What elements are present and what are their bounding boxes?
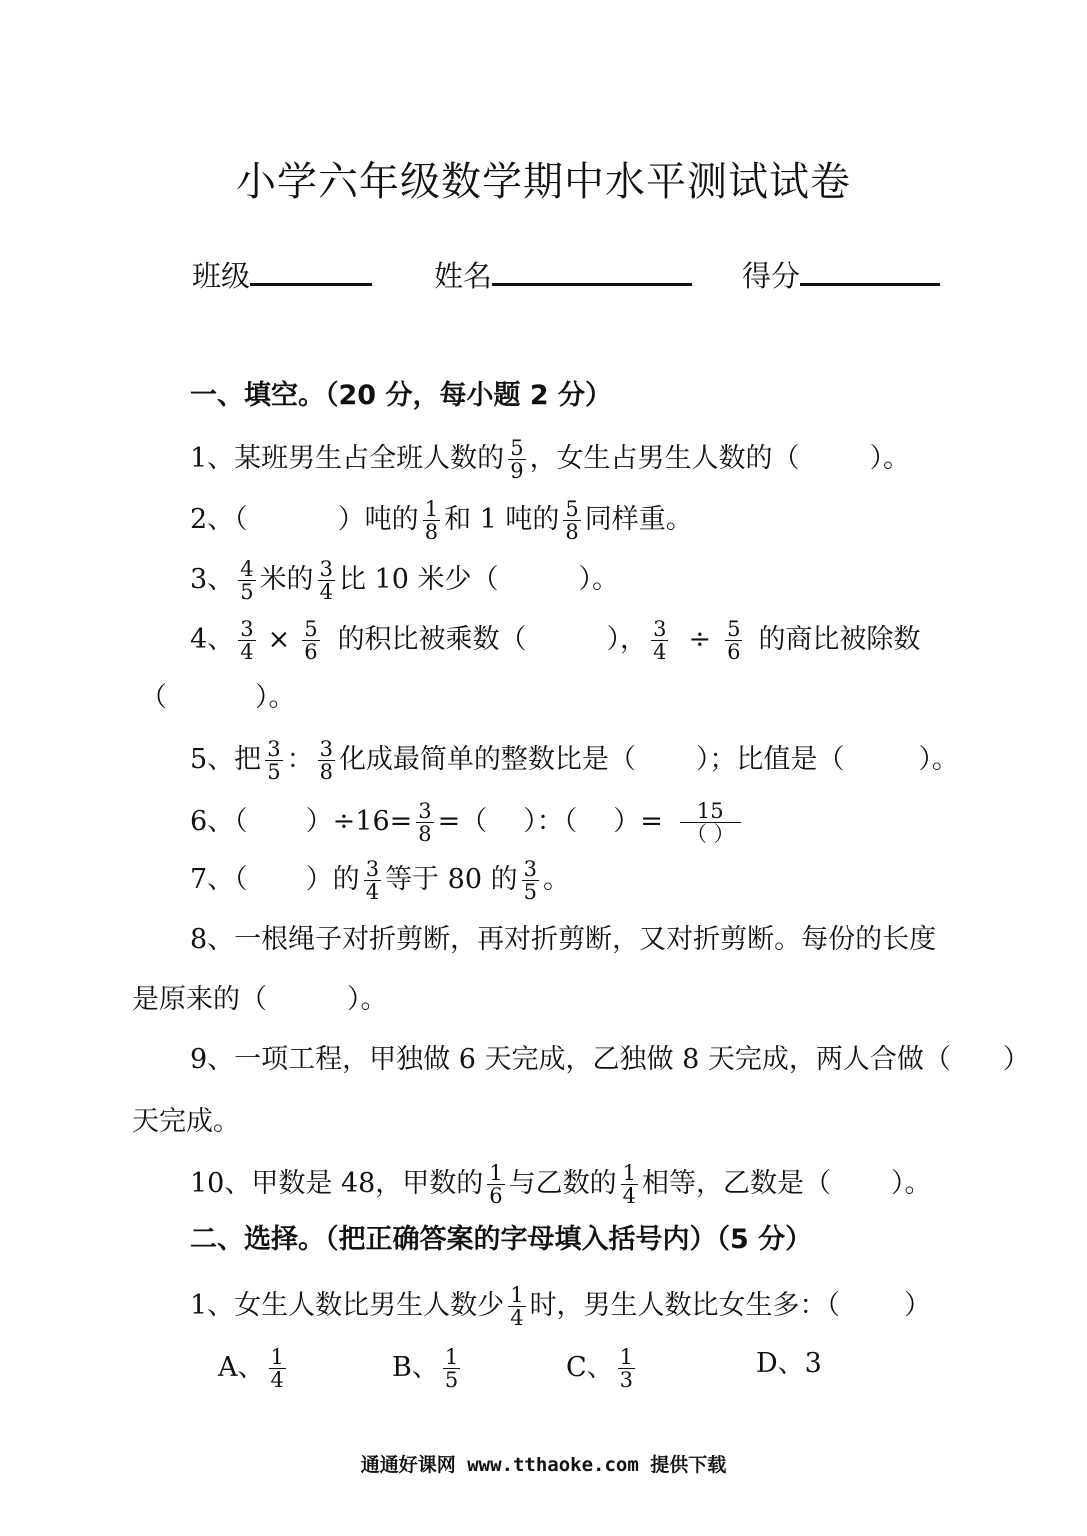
- question-2-1: 1、女生人数比男生人数少 $\frac{1}{4}$ 时，男生人数比女生多：（ ）: [190, 1283, 932, 1330]
- fraction: $\frac{5}{8}$: [565, 497, 579, 544]
- fraction: $\frac{3}{4}$: [319, 557, 333, 604]
- option-d[interactable]: D、3: [756, 1348, 822, 1379]
- question-1-4: 4、 $\frac{3}{4}$ × $\frac{5}{6}$ 的积比被乘数（ ）， $\frac{3}{4}$ ÷ $\frac{5}{6}$ 的商比被除数: [190, 617, 921, 664]
- option-c[interactable]: C、 $\frac{1}{3}$: [566, 1345, 634, 1392]
- fraction: $\frac{5}{9}$: [510, 436, 524, 483]
- fraction: $\frac{5}{6}$: [727, 617, 741, 664]
- section2-heading: 二、选择。（把正确答案的字母填入括号内）（5 分）: [190, 1224, 813, 1255]
- question-1-1: 1、某班男生占全班人数的 $\frac{5}{9}$ ，女生占男生人数的（ ）。: [190, 436, 911, 483]
- question-1-4-continued: （ ）。: [140, 682, 296, 713]
- option-a[interactable]: A、 $\frac{1}{4}$: [218, 1345, 284, 1392]
- question-1-3: 3、 $\frac{4}{5}$ 米的 $\frac{3}{4}$ 比 10 米少（ ）。: [190, 557, 619, 604]
- fraction: $\frac{3}{4}$: [653, 617, 667, 664]
- option-b[interactable]: B、 $\frac{1}{5}$: [392, 1345, 459, 1392]
- question-1-8-continued: 是原来的（ ）。: [132, 984, 388, 1015]
- fraction: $\frac{1}{5}$: [444, 1345, 459, 1392]
- fraction: $\frac{3}{8}$: [418, 799, 432, 846]
- page-title: 小学六年级数学期中水平测试试卷: [236, 159, 851, 205]
- section1-heading: 一、填空。（20 分，每小题 2 分）: [190, 380, 613, 411]
- name-label: 姓名: [434, 259, 493, 293]
- class-label: 班级: [192, 259, 251, 293]
- fraction: $\frac{3}{4}$: [365, 857, 380, 904]
- fraction: $\frac{5}{6}$: [304, 617, 318, 664]
- score-blank[interactable]: [800, 255, 940, 286]
- header-fields: [192, 255, 940, 294]
- question-1-9-continued: 天完成。: [132, 1106, 240, 1137]
- fraction: $\frac{3}{5}$: [267, 737, 281, 784]
- fraction: $\frac{1}{3}$: [619, 1345, 634, 1392]
- question-1-2: 2、（ ）吨的 $\frac{1}{8}$ 和 1 吨的 $\frac{5}{8}$ 同样重。: [190, 497, 693, 544]
- question-1-8: 8、一根绳子对折剪断，再对折剪断，又对折剪断。每份的长度: [190, 924, 937, 955]
- class-blank[interactable]: [250, 255, 372, 286]
- question-1-9: 9、一项工程，甲独做 6 天完成，乙独做 8 天完成，两人合做（ ）: [190, 1044, 1030, 1075]
- name-blank[interactable]: [492, 255, 692, 286]
- question-1-5: 5、把 $\frac{3}{5}$ ： $\frac{3}{8}$ 化成最简单的整数比是（ ）；比值是（ ）。: [190, 737, 959, 784]
- fraction: $\frac{1}{4}$: [270, 1345, 284, 1392]
- footer-credit: 通通好课网 www.tthaoke.com 提供下载: [360, 1454, 727, 1476]
- fraction: $\frac{1}{4}$: [622, 1161, 637, 1208]
- fraction: $\frac{1}{4}$: [510, 1283, 524, 1330]
- fraction: $\frac{1}{6}$: [489, 1161, 503, 1208]
- question-1-7: 7、（ ）的 $\frac{3}{4}$ 等于 80 的 $\frac{3}{5}$ 。: [190, 857, 570, 904]
- fraction: $\frac{1}{8}$: [424, 497, 439, 544]
- score-label: 得分: [742, 259, 801, 293]
- fraction: $\frac{3}{5}$: [523, 857, 537, 904]
- fraction: $\frac{3}{8}$: [319, 737, 333, 784]
- question-1-6: 6、（ ）÷16= $\frac{3}{8}$ =（ ）：（ ）= $\frac{15}{( )}$: [190, 800, 754, 845]
- fraction: $\frac{3}{4}$: [240, 617, 254, 664]
- fraction: $\frac{4}{5}$: [240, 557, 254, 604]
- fraction: $\frac{15}{( )}$: [671, 800, 750, 845]
- question-1-10: 10、甲数是 48，甲数的 $\frac{1}{6}$ 与乙数的 $\frac{1}{4}$ 相等，乙数是（ ）。: [190, 1161, 932, 1208]
